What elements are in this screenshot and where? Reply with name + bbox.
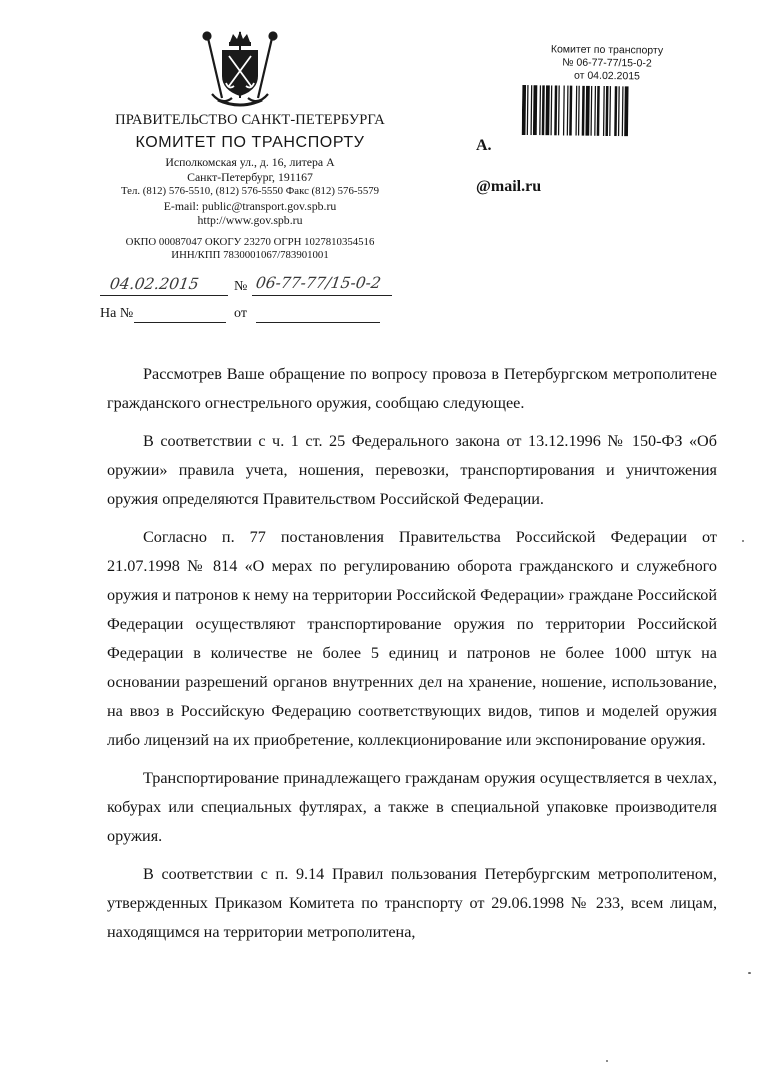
address-street: Исполкомская ул., д. 16, литера А [165,155,335,169]
paragraph-2: В соответствии с ч. 1 ст. 25 Федерального закона от 13.12.1996 № 150-ФЗ «Об оружии» правила учета, ношения, перевозки, транспортирования и уничтожения оружия определяются Правительством Российской Федерации. [107,432,717,508]
barcode-bar [594,86,596,136]
stamp-org: Комитет по транспорту [550,43,664,57]
barcode-bar [569,86,572,136]
barcode-bar [603,86,605,136]
barcode-bar [585,86,589,136]
barcode-bar [597,86,600,136]
barcode-bar [575,86,577,136]
barcode-bar [554,85,557,135]
barcode-bar [618,86,620,136]
barcode-bar [578,86,580,136]
barcode-bar [542,85,545,135]
outgoing-registration [100,274,400,298]
address-city: Санкт-Петербург, 191167 [187,169,313,184]
letter-body [107,360,717,956]
okpo-codes: ОКПО 00087047 ОКОГУ 23270 ОГРН 1027810354516 [125,236,375,248]
scan-speck [748,972,751,974]
recipient-email: @mail.ru [476,178,542,195]
paragraph-3: Согласно п. 77 постановления Правительства Российской Федерации от 21.07.1998 № 814 «О мерах по регулированию оборота гражданского и служебного оружия и патронов к нему на территории Российской Федерации» граждане Российской Федерации осуществляют транспортирование оружия по территории Российской Федерации в количестве не более 5 единиц и патронов не более 1000 штук на основании разрешений органов внутренних дел на хранение, ношение, использование, на ввоз в Российскую Федерацию соответствующих видов, типов и моделей оружия либо лицензий на их приобретение, коллекционирование или экспонирование оружия. [107,528,717,749]
barcode-bar [558,85,560,135]
barcode [522,85,691,137]
registry-codes [100,236,400,263]
ref-date-label: от [234,306,247,321]
date-underline [100,295,228,296]
number-label: № [234,279,248,294]
barcode-bar [582,86,585,136]
barcode-bar [563,85,565,135]
stamp-date: от 04.02.2015 [573,69,641,83]
barcode-bar [624,86,628,136]
barcode-bar [530,85,532,135]
barcode-bar [545,85,549,135]
paragraph-5: В соответствии с п. 9.14 Правил пользования Петербургским метрополитеном, утвержденных Приказом Комитета по транспорту от 29.06.1998 № 233, всем лицам, находящимся на территории метрополитена, [107,865,717,941]
barcode-bar [550,85,552,135]
barcode-bar [539,85,541,135]
paragraph-4: Транспортирование принадлежащего гражданам оружия осуществляется в чехлах, кобурах или специальных футлярах, а также в специальной упаковке производителя оружия. [107,769,717,845]
barcode-bar [622,86,624,136]
scan-speck [742,540,744,542]
barcode-bar [605,86,608,136]
barcode-bar [609,86,611,136]
barcode-bar [567,86,569,136]
handwritten-date: 04.02.2015 [108,275,201,293]
government-name: ПРАВИТЕЛЬСТВО САНКТ-ПЕТЕРБУРГА [115,112,385,128]
inn-kpp: ИНН/КПП 7830001067/783901001 [171,249,329,262]
paragraph-1: Рассмотрев Ваше обращение по вопросу провоза в Петербургском метрополитене гражданского огнестрельного оружия, сообщаю следующее. [107,365,717,412]
ref-number-blank [134,322,226,323]
scan-speck [606,1060,608,1062]
coat-of-arms-emblem [198,28,282,110]
barcode-bar [614,86,617,136]
committee-name: КОМИТЕТ ПО ТРАНСПОРТУ [135,134,365,151]
email-line: E-mail: public@transport.gov.spb.ru [163,198,337,213]
reference-row [100,304,400,328]
recipient-name: А. [476,137,492,154]
barcode-bar [590,86,592,136]
ref-number-label: На № [100,306,134,321]
website-line: http://www.gov.spb.ru [197,213,303,228]
barcode-bar [527,85,529,135]
number-underline [252,295,392,296]
handwritten-number: 06-77-77/15-0-2 [254,274,383,292]
barcode-bar [522,85,526,135]
barcode-bar [533,85,537,135]
ref-date-blank [256,322,380,323]
contact-block [100,155,400,228]
stamp-number: № 06-77-77/15-0-2 [562,56,652,70]
phone-fax: Тел. (812) 576-5510, (812) 576-5550 Факс (812) 576-5579 [120,185,380,198]
